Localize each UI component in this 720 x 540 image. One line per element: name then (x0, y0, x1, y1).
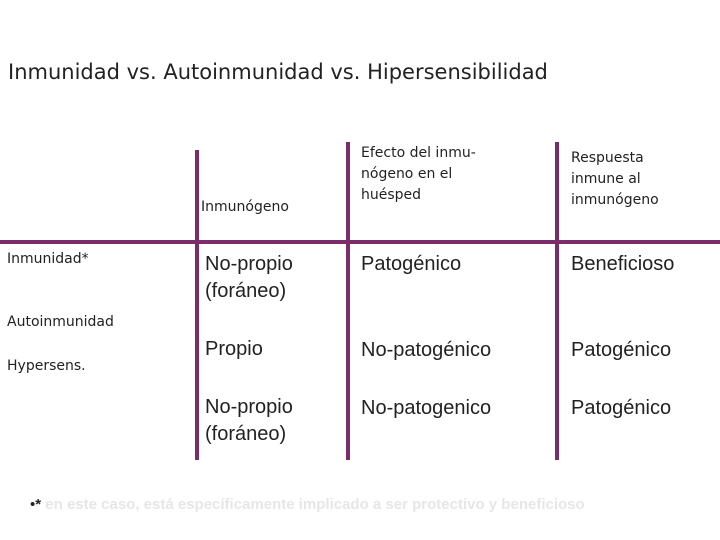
row-label-autoinmunidad: Autoinmunidad (7, 314, 114, 330)
cell-efecto-row3: No-patogenico (361, 397, 492, 419)
footnote (30, 495, 670, 515)
table-divider (346, 142, 350, 460)
column-header-inmunogeno: Inmunógeno (201, 199, 289, 215)
table-header-rule (0, 240, 720, 244)
row-label-inmunidad: Inmunidad* (7, 251, 89, 267)
cell-inmunogeno-row1: No-propio (foráneo) (205, 253, 293, 302)
cell-efecto-row1: Patogénico (361, 253, 462, 275)
cell-respuesta-row1: Beneficioso (571, 253, 675, 275)
row-label-hypersens: Hypersens. (7, 358, 86, 374)
cell-efecto-row2: No-patogénico (361, 339, 492, 361)
cell-respuesta-row3: Patogénico (571, 397, 672, 419)
footnote-text: en este caso, está específicamente implicado a ser protectivo y beneficioso (41, 496, 585, 513)
page-title: Inmunidad vs. Autoinmunidad vs. Hipersensibilidad (8, 60, 548, 84)
column-header-respuesta: Respuesta inmune al inmunógeno (571, 150, 659, 208)
cell-respuesta-row2: Patogénico (571, 339, 672, 361)
cell-inmunogeno-row3: No-propio (foráneo) (205, 396, 293, 445)
cell-inmunogeno-row2: Propio (205, 338, 263, 360)
bullet-icon: • (30, 496, 36, 513)
table-divider (195, 150, 199, 460)
table-divider (555, 142, 559, 460)
footnote-marker: * (35, 496, 42, 513)
column-header-efecto: Efecto del inmu- nógeno en el huésped (361, 145, 476, 203)
